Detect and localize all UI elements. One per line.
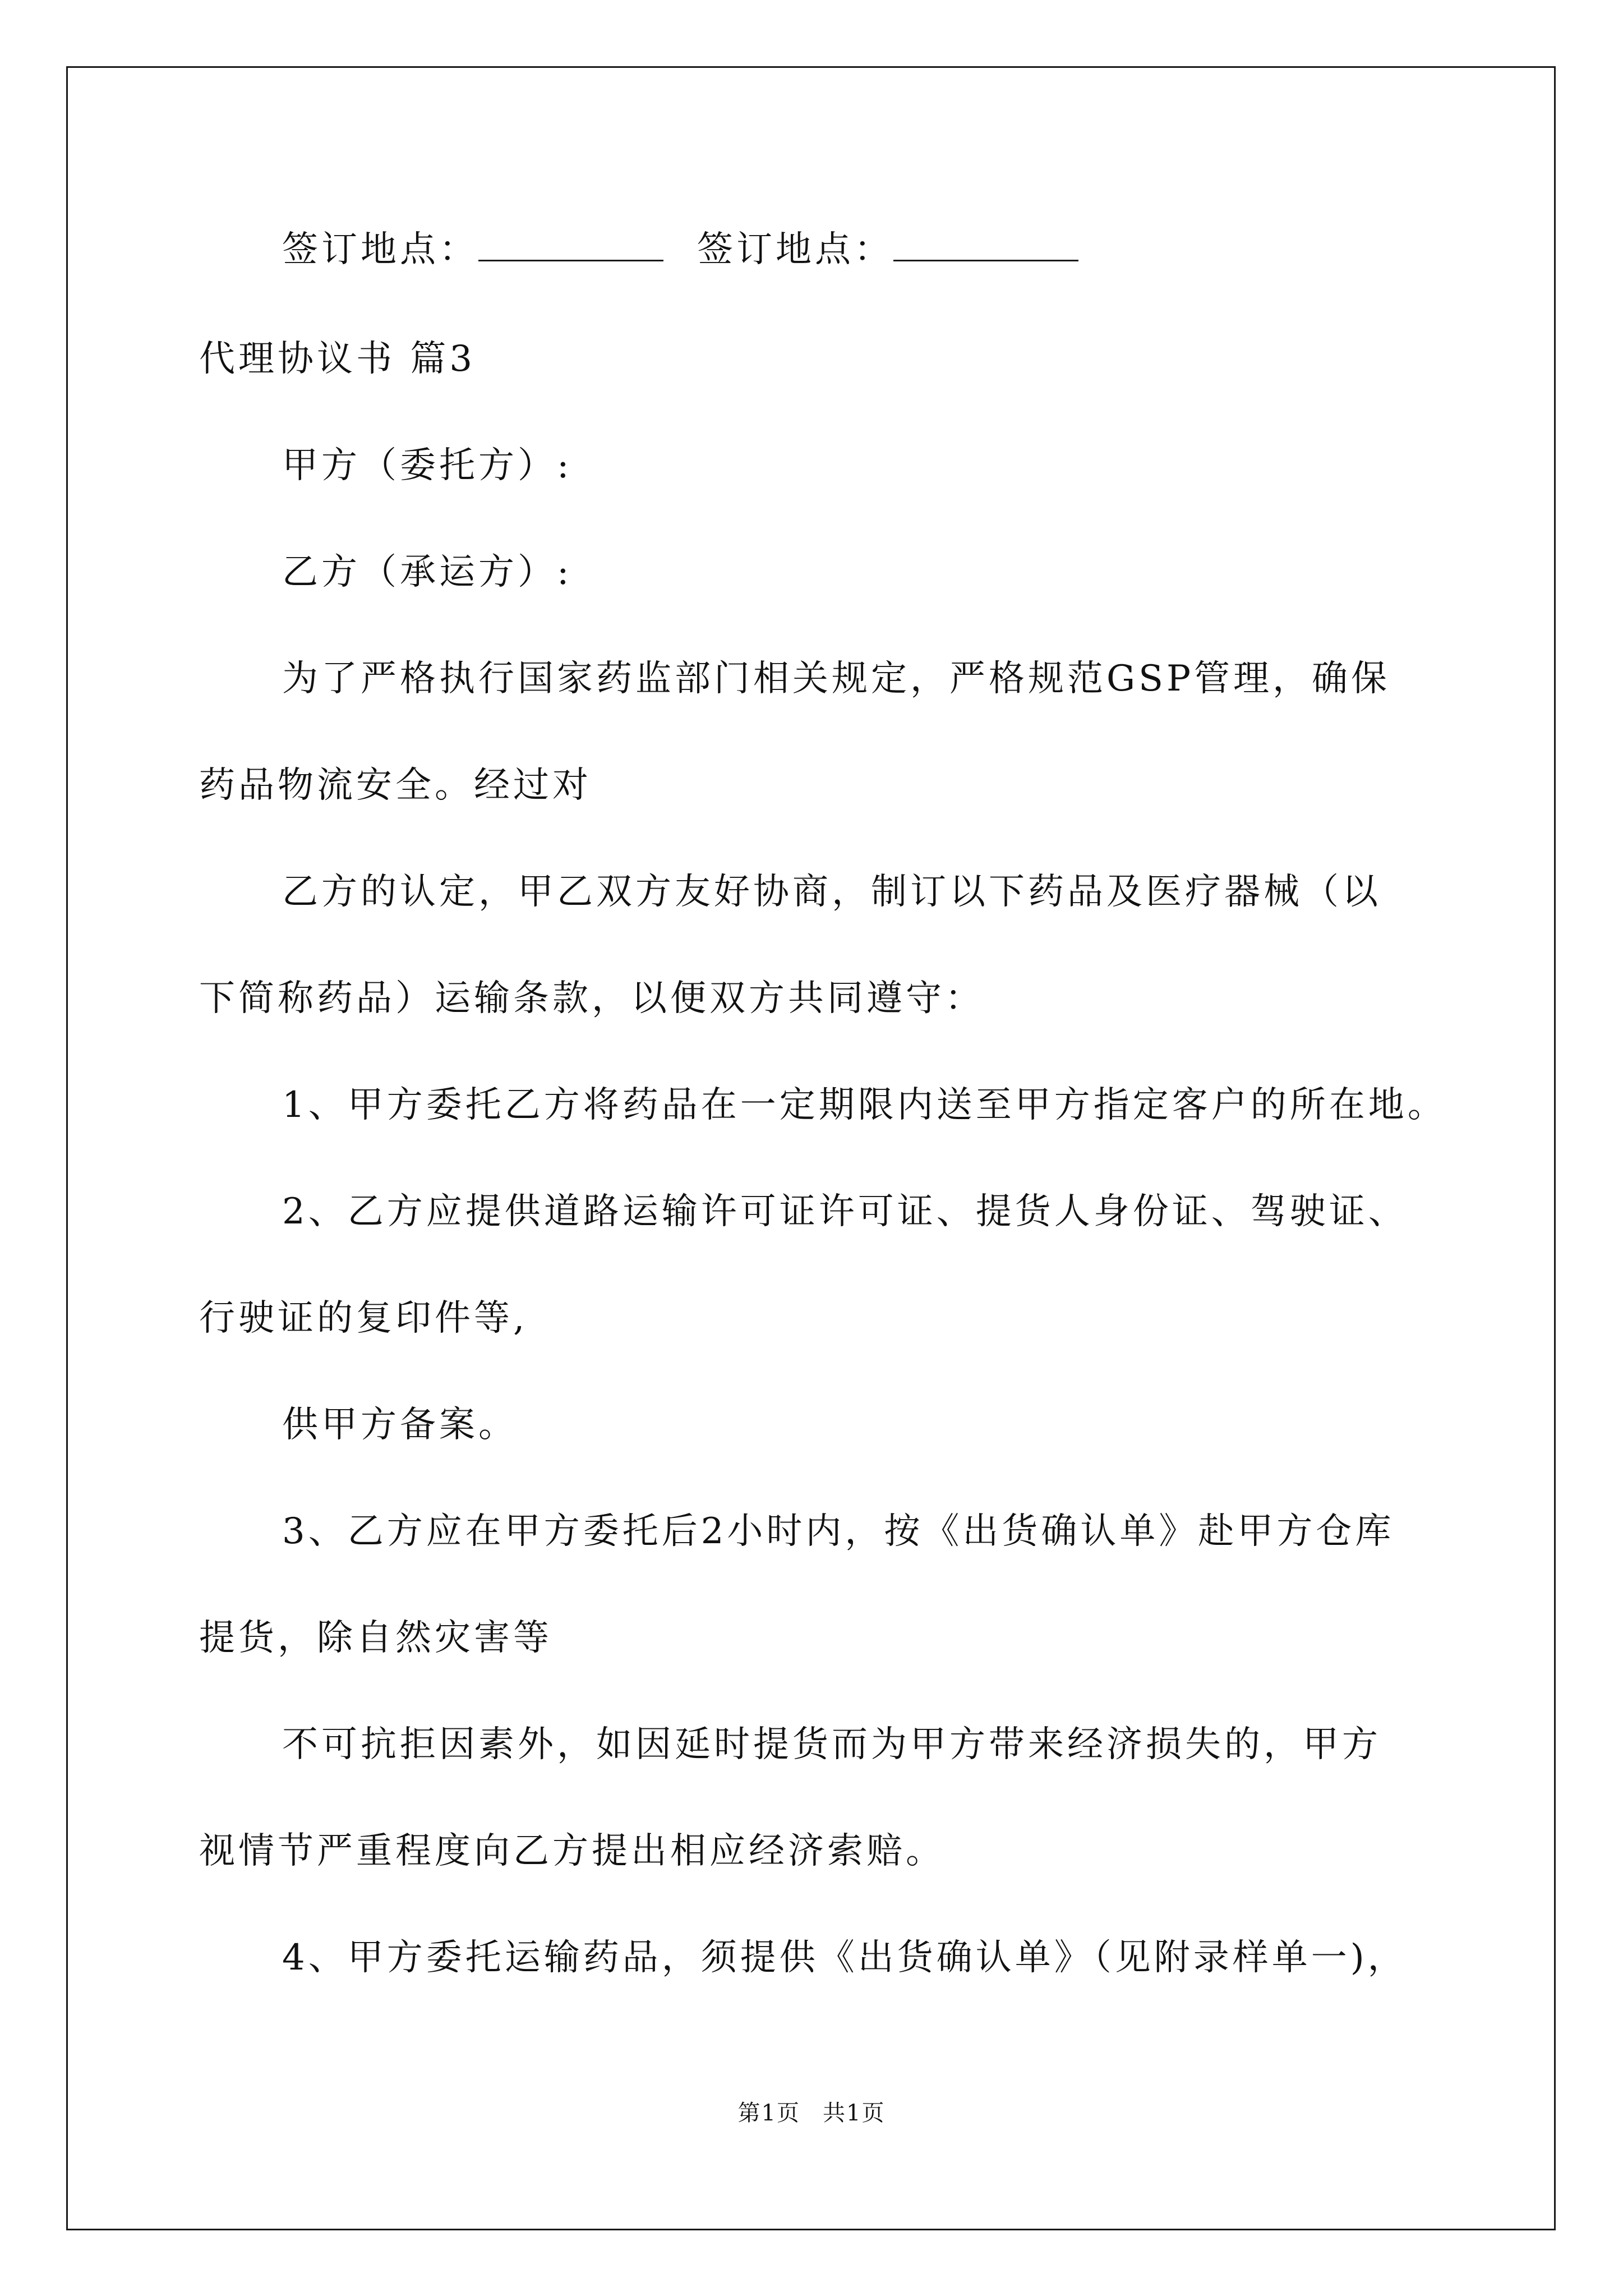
paragraph-line: 4、甲方委托运输药品，须提供《出货确认单》（见附录样单一)，: [282, 1937, 1407, 1978]
page-footer: [0, 2099, 1623, 2127]
paragraph-line: 提货，除自然灾害等: [199, 1617, 552, 1659]
paragraph-line: 1、甲方委托乙方将药品在一定期限内送至甲方指定客户的所在地。: [282, 1084, 1447, 1126]
page-total: 共1页: [823, 2100, 886, 2126]
party-b: 乙方（承运方）:: [282, 551, 573, 593]
page-border: [66, 66, 1556, 2230]
signing-blank-2: [893, 228, 1078, 261]
paragraph-line: 行驶证的复印件等,: [199, 1297, 528, 1339]
paragraph-line: 视情节严重程度向乙方提出相应经济索赔。: [199, 1830, 945, 1872]
paragraph-line: 下简称药品）运输条款，以便双方共同遵守：: [199, 978, 984, 1019]
signing-label-1: 签订地点：: [282, 229, 478, 270]
paragraph-line: 为了严格执行国家药监部门相关规定，严格规范GSP管理，确保: [282, 658, 1391, 700]
paragraph-line: 供甲方备案。: [282, 1404, 518, 1446]
signing-line: [282, 227, 1112, 272]
paragraph-line: 2、乙方应提供道路运输许可证许可证、提货人身份证、驾驶证、: [282, 1191, 1408, 1232]
party-a: 甲方（委托方）:: [282, 445, 573, 486]
signing-label-2: 签订地点：: [697, 229, 893, 270]
paragraph-line: 不可抗拒因素外，如因延时提货而为甲方带来经济损失的，甲方: [282, 1724, 1381, 1765]
paragraph-line: 乙方的认定，甲乙双方友好协商，制订以下药品及医疗器械（以: [282, 871, 1381, 913]
paragraph-line: 药品物流安全。经过对: [199, 765, 592, 806]
page-number: 第1页: [737, 2100, 800, 2126]
section-title: 代理协议书 篇3: [199, 338, 476, 380]
paragraph-line: 3、乙方应在甲方委托后2小时内，按《出货确认单》赴甲方仓库: [282, 1511, 1395, 1552]
signing-blank-1: [478, 228, 663, 261]
